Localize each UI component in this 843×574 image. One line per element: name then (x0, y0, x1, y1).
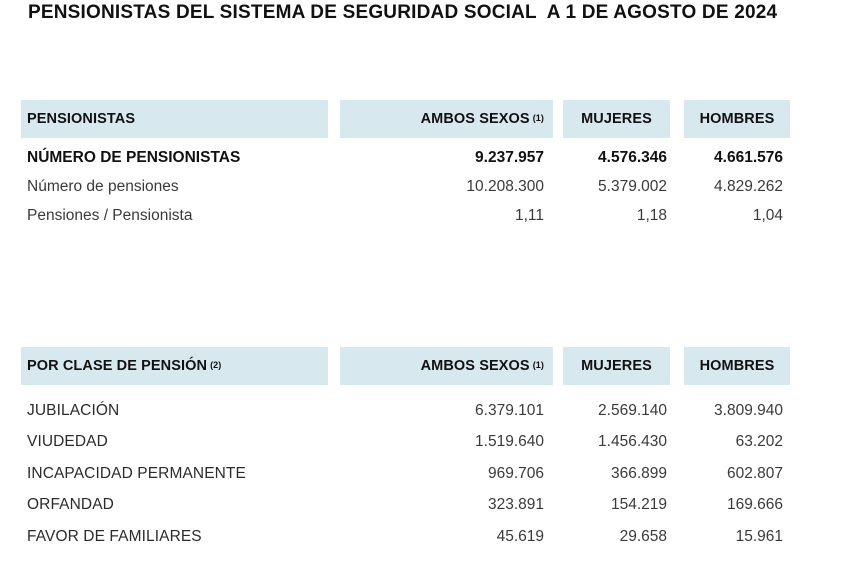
pensionistas-table-header-row (21, 100, 790, 138)
value-hombres: 3.809.940 (714, 401, 783, 419)
value-mujeres: 5.379.002 (598, 177, 667, 195)
value-hombres: 15.961 (735, 527, 783, 545)
table-row (21, 172, 790, 201)
clase-pension-table-header-row (21, 347, 790, 385)
value-mujeres: 4.576.346 (598, 148, 667, 166)
header-hombres (684, 347, 790, 385)
value-hombres: 4.829.262 (714, 177, 783, 195)
header-mujeres (563, 347, 670, 385)
header-label: PENSIONISTAS (27, 111, 136, 127)
footnote-marker: (1) (532, 113, 544, 123)
row-label: INCAPACIDAD PERMANENTE (27, 464, 246, 482)
row-label: Pensiones / Pensionista (27, 206, 193, 224)
header-por-clase-de-pension (21, 347, 328, 385)
header-label: AMBOS SEXOS (420, 111, 530, 127)
table-row (21, 201, 790, 230)
row-label: NÚMERO DE PENSIONISTAS (27, 148, 241, 166)
value-ambos: 1.519.640 (475, 433, 544, 451)
row-label: ORFANDAD (27, 496, 114, 514)
value-mujeres: 2.569.140 (598, 401, 667, 419)
header-ambos-sexos (340, 347, 553, 385)
header-label: MUJERES (581, 111, 652, 127)
value-hombres: 1,04 (752, 206, 783, 224)
value-hombres: 602.807 (726, 464, 783, 482)
table-row (21, 143, 790, 172)
header-label: MUJERES (581, 358, 652, 374)
value-ambos: 9.237.957 (475, 148, 544, 166)
header-label: AMBOS SEXOS (420, 358, 530, 374)
pensionistas-table (21, 100, 790, 230)
row-label: VIUDEDAD (27, 433, 108, 451)
value-ambos: 45.619 (496, 527, 544, 545)
table-row (21, 458, 790, 490)
header-label: HOMBRES (699, 358, 775, 374)
value-mujeres: 154.219 (610, 496, 667, 514)
footnote-marker: (2) (210, 360, 222, 370)
value-hombres: 169.666 (726, 496, 783, 514)
table-row (21, 427, 790, 459)
value-hombres: 63.202 (735, 433, 783, 451)
row-label: FAVOR DE FAMILIARES (27, 527, 202, 545)
value-ambos: 10.208.300 (466, 177, 544, 195)
value-mujeres: 1.456.430 (598, 433, 667, 451)
clase-pension-table-body (21, 395, 790, 553)
value-ambos: 1,11 (514, 206, 544, 224)
header-mujeres (563, 100, 670, 138)
value-ambos: 323.891 (487, 496, 544, 514)
page-title: PENSIONISTAS DEL SISTEMA DE SEGURIDAD SOCIAL A 1 DE AGOSTO DE 2024 (28, 2, 778, 23)
value-mujeres: 366.899 (610, 464, 667, 482)
value-ambos: 6.379.101 (475, 401, 544, 419)
pensionistas-table-body (21, 143, 790, 230)
table-row (21, 521, 790, 553)
table-row (21, 395, 790, 427)
clase-pension-table (21, 347, 790, 553)
header-label: POR CLASE DE PENSIÓN (27, 358, 208, 374)
value-ambos: 969.706 (487, 464, 544, 482)
header-ambos-sexos (340, 100, 553, 138)
table-row (21, 490, 790, 522)
row-label: Número de pensiones (27, 177, 179, 195)
header-label: HOMBRES (699, 111, 775, 127)
header-pensionistas (21, 100, 328, 138)
value-mujeres: 1,18 (636, 206, 667, 224)
value-hombres: 4.661.576 (714, 148, 783, 166)
value-mujeres: 29.658 (619, 527, 667, 545)
header-hombres (684, 100, 790, 138)
row-label: JUBILACIÓN (27, 401, 120, 419)
footnote-marker: (1) (532, 360, 544, 370)
